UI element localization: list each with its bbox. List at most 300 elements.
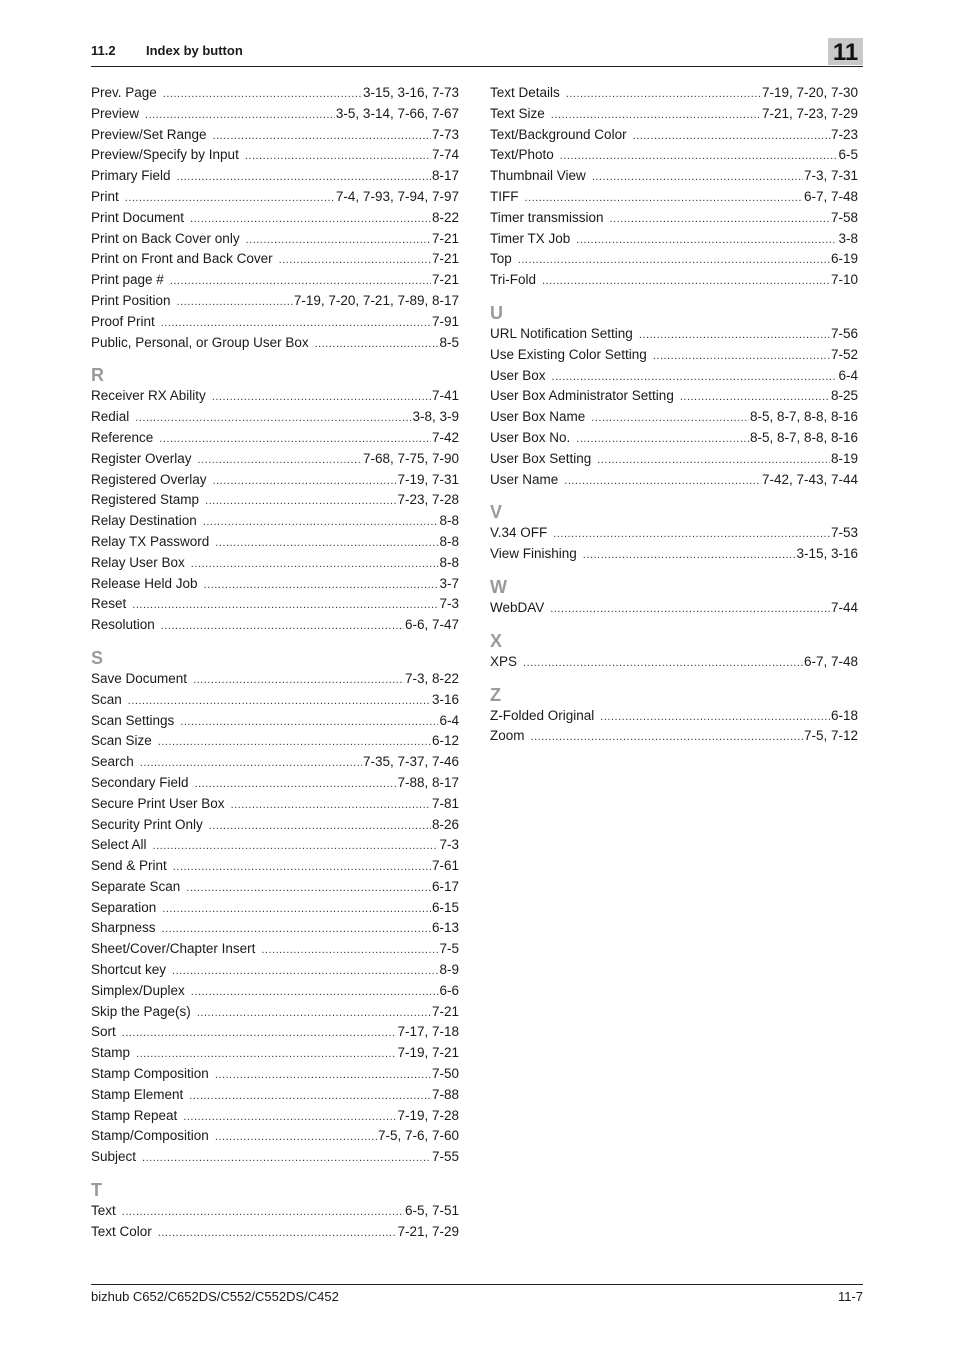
- index-page-refs: 7-42: [431, 429, 459, 445]
- index-entry: [91, 596, 459, 617]
- index-entry: [91, 796, 459, 817]
- index-entry: [91, 106, 459, 127]
- dot-leader: [209, 820, 431, 832]
- dot-leader: [189, 1090, 431, 1102]
- dot-leader: [215, 537, 438, 549]
- index-letter-heading: X: [490, 630, 503, 651]
- dot-leader: [161, 620, 404, 632]
- index-page-refs: 7-68, 7-75, 7-90: [362, 450, 459, 466]
- index-term: Registered Overlay: [91, 471, 207, 487]
- index-entry: [91, 85, 459, 106]
- index-page-refs: 7-5: [439, 941, 459, 957]
- index-entry: [490, 347, 858, 368]
- index-entry: [91, 534, 459, 555]
- index-page-refs: 7-23: [830, 126, 858, 142]
- index-term: Scan: [91, 691, 122, 707]
- index-page-refs: 7-81: [431, 795, 459, 811]
- page-header: [91, 38, 863, 67]
- index-term: Zoom: [490, 728, 525, 744]
- index-entry: [91, 671, 459, 692]
- index-term: Public, Personal, or Group User Box: [91, 334, 309, 350]
- index-term: Reset: [91, 596, 127, 612]
- index-page-refs: 6-13: [431, 920, 459, 936]
- index-page-refs: 7-19, 7-20, 7-21, 7-89, 8-17: [293, 292, 459, 308]
- index-page-refs: 7-58: [830, 209, 858, 225]
- index-entry: [91, 513, 459, 534]
- index-entry: [91, 754, 459, 775]
- index-term: Register Overlay: [91, 450, 192, 466]
- index-page-refs: 7-88, 8-17: [397, 774, 459, 790]
- index-letter-heading: Z: [490, 684, 501, 705]
- index-term: Text Size: [490, 105, 545, 121]
- index-entry: [490, 106, 858, 127]
- dot-leader: [142, 1152, 431, 1164]
- page-footer: [91, 1284, 863, 1307]
- index-letter-heading: T: [91, 1180, 102, 1201]
- index-term: User Box: [490, 367, 546, 383]
- dot-leader: [145, 109, 335, 121]
- index-page-refs: 7-21, 7-29: [397, 1223, 459, 1239]
- dot-leader: [279, 254, 431, 266]
- index-entry: [91, 1004, 459, 1025]
- dot-leader: [161, 317, 431, 329]
- index-entry: [91, 775, 459, 796]
- index-entry: [91, 430, 459, 451]
- index-entry: [490, 147, 858, 168]
- dot-leader: [215, 1069, 431, 1081]
- index-page-refs: 7-21: [431, 230, 459, 246]
- dot-leader: [158, 736, 431, 748]
- dot-leader: [531, 731, 803, 743]
- dot-leader: [136, 1048, 396, 1060]
- dot-leader: [523, 657, 803, 669]
- index-term: Stamp Element: [91, 1086, 184, 1102]
- dot-leader: [653, 350, 830, 362]
- index-entry: [91, 1128, 459, 1149]
- index-entry: [91, 231, 459, 252]
- dot-leader: [180, 716, 438, 728]
- index-term: Print Position: [91, 292, 171, 308]
- index-entry: [490, 168, 858, 189]
- index-entry: [490, 127, 858, 148]
- index-entry: [91, 272, 459, 293]
- index-entry: [91, 1203, 459, 1224]
- index-page-refs: 3-15, 3-16: [796, 546, 858, 562]
- index-page-refs: 8-25: [830, 388, 858, 404]
- index-entry: [490, 728, 858, 749]
- index-entry: [490, 368, 858, 389]
- dot-leader: [135, 412, 411, 424]
- index-term: User Name: [490, 471, 559, 487]
- index-entry: [91, 733, 459, 754]
- index-term: Use Existing Color Setting: [490, 346, 647, 362]
- dot-leader: [140, 757, 362, 769]
- index-page-refs: 7-3: [439, 837, 459, 853]
- dot-leader: [125, 192, 335, 204]
- index-page-refs: 3-7: [439, 575, 459, 591]
- index-page-refs: 7-19, 7-28: [397, 1107, 459, 1123]
- index-page-refs: 7-50: [431, 1066, 459, 1082]
- dot-leader: [193, 674, 404, 686]
- index-page-refs: 7-19, 7-21: [397, 1045, 459, 1061]
- index-entry: [91, 168, 459, 189]
- index-term: Top: [490, 251, 512, 267]
- chapter-badge: 11: [828, 38, 863, 65]
- index-entry: [91, 189, 459, 210]
- index-term: Reference: [91, 429, 154, 445]
- index-term: Registered Stamp: [91, 492, 200, 508]
- dot-leader: [162, 923, 431, 935]
- index-entry: [490, 708, 858, 729]
- index-entry: [490, 210, 858, 231]
- index-entry: [490, 451, 858, 472]
- dot-leader: [198, 454, 362, 466]
- index-entry: [91, 941, 459, 962]
- page-number: 11-7: [837, 1289, 863, 1304]
- index-page-refs: 7-42, 7-43, 7-44: [761, 471, 858, 487]
- index-term: Simplex/Duplex: [91, 982, 185, 998]
- index-page-refs: 6-5: [838, 147, 858, 163]
- dot-leader: [576, 433, 749, 445]
- index-page-refs: 7-53: [830, 525, 858, 541]
- index-entry: [91, 817, 459, 838]
- index-term: Print Document: [91, 209, 185, 225]
- dot-leader: [172, 965, 438, 977]
- index-page-refs: 7-3, 8-22: [404, 670, 459, 686]
- index-term: Stamp Composition: [91, 1066, 209, 1082]
- dot-leader: [128, 695, 431, 707]
- index-entry: [490, 85, 858, 106]
- dot-leader: [162, 903, 431, 915]
- index-term: Relay TX Password: [91, 533, 210, 549]
- dot-leader: [315, 338, 439, 350]
- index-page-refs: 7-61: [431, 858, 459, 874]
- index-term: Preview/Set Range: [91, 126, 207, 142]
- index-entry: [91, 147, 459, 168]
- index-page-refs: 7-17, 7-18: [397, 1024, 459, 1040]
- index-page-refs: 7-56: [830, 325, 858, 341]
- index-page-refs: 7-91: [431, 313, 459, 329]
- index-term: Text/Background Color: [490, 126, 627, 142]
- index-page-refs: 8-8: [439, 513, 459, 529]
- index-term: Print on Front and Back Cover: [91, 251, 273, 267]
- index-term: Text Color: [91, 1223, 152, 1239]
- index-letter-heading: W: [490, 576, 507, 597]
- dot-leader: [212, 391, 431, 403]
- index-page-refs: 8-5: [439, 334, 459, 350]
- index-page-refs: 6-7, 7-48: [803, 653, 858, 669]
- index-page-refs: 3-5, 3-14, 7-66, 7-67: [335, 105, 459, 121]
- index-entry: [490, 546, 858, 567]
- dot-leader: [576, 234, 837, 246]
- index-page-refs: 6-17: [431, 878, 459, 894]
- dot-leader: [610, 213, 830, 225]
- index-term: XPS: [490, 653, 518, 669]
- index-column-right: [490, 85, 858, 749]
- index-page-refs: 8-9: [439, 962, 459, 978]
- index-entry: [490, 430, 858, 451]
- dot-leader: [177, 296, 293, 308]
- dot-leader: [550, 603, 830, 615]
- index-page-refs: 7-21, 7-23, 7-29: [761, 105, 858, 121]
- dot-leader: [163, 88, 362, 100]
- index-page-refs: 7-3, 7-31: [803, 168, 858, 184]
- dot-leader: [245, 150, 431, 162]
- index-term: Save Document: [91, 670, 188, 686]
- index-page-refs: 8-8: [439, 533, 459, 549]
- index-page-refs: 7-21: [431, 251, 459, 267]
- dot-leader: [173, 861, 431, 873]
- dot-leader: [639, 329, 830, 341]
- index-page-refs: 7-55: [431, 1149, 459, 1165]
- index-page-refs: 7-21: [431, 272, 459, 288]
- index-entry: [91, 127, 459, 148]
- index-term: Secondary Field: [91, 774, 189, 790]
- section-title: Index by button: [146, 43, 243, 58]
- index-entry: [490, 525, 858, 546]
- index-term: Secure Print User Box: [91, 795, 225, 811]
- index-entry: [91, 692, 459, 713]
- dot-leader: [190, 213, 431, 225]
- dot-leader: [159, 433, 431, 445]
- index-entry: [91, 983, 459, 1004]
- index-page-refs: 7-23, 7-28: [397, 492, 459, 508]
- index-entry: [91, 335, 459, 356]
- dot-leader: [633, 130, 830, 142]
- index-page-refs: 6-18: [830, 707, 858, 723]
- index-page-refs: 8-26: [431, 816, 459, 832]
- dot-leader: [195, 778, 397, 790]
- index-term: Shortcut key: [91, 962, 167, 978]
- index-page-refs: 6-4: [838, 367, 858, 383]
- index-page-refs: 6-19: [830, 251, 858, 267]
- index-page-refs: 6-4: [439, 712, 459, 728]
- index-term: Primary Field: [91, 168, 171, 184]
- index-term: User Box Name: [490, 409, 586, 425]
- index-term: Relay Destination: [91, 513, 197, 529]
- index-page-refs: 3-15, 3-16, 7-73: [362, 85, 459, 100]
- index-page-refs: 7-21: [431, 1003, 459, 1019]
- dot-leader: [122, 1206, 404, 1218]
- dot-leader: [261, 944, 438, 956]
- dot-leader: [246, 234, 431, 246]
- index-column-left: [91, 85, 459, 1245]
- index-term: Send & Print: [91, 858, 167, 874]
- index-entry: [91, 314, 459, 335]
- index-entry: [91, 210, 459, 231]
- dot-leader: [566, 88, 761, 100]
- index-page-refs: 7-74: [431, 147, 459, 163]
- index-term: Resolution: [91, 617, 155, 633]
- index-term: User Box Administrator Setting: [490, 388, 674, 404]
- index-term: Sheet/Cover/Chapter Insert: [91, 941, 256, 957]
- index-term: Separate Scan: [91, 878, 181, 894]
- index-entry: [91, 1045, 459, 1066]
- dot-leader: [132, 599, 438, 611]
- index-page-refs: 7-4, 7-93, 7-94, 7-97: [335, 188, 459, 204]
- index-letter-heading: V: [490, 502, 503, 523]
- index-term: Scan Size: [91, 733, 152, 749]
- index-term: Print: [91, 188, 119, 204]
- index-entry: [490, 231, 858, 252]
- index-page-refs: 7-3: [439, 596, 459, 612]
- index-entry: [91, 962, 459, 983]
- dot-leader: [153, 840, 439, 852]
- index-term: Print on Back Cover only: [91, 230, 240, 246]
- index-term: Security Print Only: [91, 816, 203, 832]
- index-page-refs: 8-17: [431, 168, 459, 184]
- index-term: Tri-Fold: [490, 272, 536, 288]
- dot-leader: [583, 549, 796, 561]
- index-page-refs: 3-8, 3-9: [412, 409, 459, 425]
- index-entry: [91, 879, 459, 900]
- dot-leader: [213, 475, 397, 487]
- index-term: Stamp/Composition: [91, 1128, 209, 1144]
- index-term: Proof Print: [91, 313, 155, 329]
- index-page-refs: 6-5, 7-51: [404, 1203, 459, 1219]
- index-term: Sort: [91, 1024, 116, 1040]
- index-entry: [490, 388, 858, 409]
- index-page-refs: 8-8: [439, 554, 459, 570]
- index-entry: [91, 858, 459, 879]
- index-entry: [490, 326, 858, 347]
- index-page-refs: 3-16: [431, 691, 459, 707]
- index-page-refs: 3-8: [838, 230, 858, 246]
- index-entry: [490, 600, 858, 621]
- dot-leader: [177, 171, 431, 183]
- index-entry: [91, 251, 459, 272]
- index-entry: [91, 472, 459, 493]
- section-number: 11.2: [91, 43, 116, 58]
- index-term: Relay User Box: [91, 554, 185, 570]
- index-entry: [490, 189, 858, 210]
- index-entry: [91, 1224, 459, 1245]
- index-entry: [91, 1066, 459, 1087]
- index-entry: [490, 654, 858, 675]
- index-page-refs: 7-44: [830, 599, 858, 615]
- dot-leader: [197, 1007, 431, 1019]
- index-term: Release Held Job: [91, 575, 198, 591]
- index-page-refs: 7-73: [431, 126, 459, 142]
- dot-leader: [564, 475, 761, 487]
- index-term: Text Details: [490, 85, 560, 100]
- index-term: Stamp Repeat: [91, 1107, 178, 1123]
- index-term: Preview/Specify by Input: [91, 147, 239, 163]
- index-entry: [490, 409, 858, 430]
- index-term: Prev. Page: [91, 85, 157, 100]
- index-entry: [91, 293, 459, 314]
- index-letter-heading: R: [91, 365, 104, 386]
- index-term: Sharpness: [91, 920, 156, 936]
- dot-leader: [205, 495, 396, 507]
- index-term: Scan Settings: [91, 712, 175, 728]
- index-entry: [91, 492, 459, 513]
- index-page-refs: 7-10: [830, 272, 858, 288]
- index-page-refs: 7-35, 7-37, 7-46: [362, 754, 459, 770]
- dot-leader: [592, 171, 803, 183]
- index-term: Receiver RX Ability: [91, 388, 206, 404]
- index-entry: [91, 555, 459, 576]
- index-entry: [91, 713, 459, 734]
- dot-leader: [552, 371, 838, 383]
- index-page-refs: 7-19, 7-20, 7-30: [761, 85, 858, 100]
- index-entry: [91, 576, 459, 597]
- index-term: Print page #: [91, 272, 164, 288]
- dot-leader: [525, 192, 803, 204]
- dot-leader: [542, 275, 830, 287]
- index-page-refs: 7-41: [431, 388, 459, 404]
- dot-leader: [186, 882, 431, 894]
- dot-leader: [204, 579, 439, 591]
- index-term: Timer TX Job: [490, 230, 571, 246]
- index-entry: [91, 1087, 459, 1108]
- index-page-refs: 7-52: [830, 346, 858, 362]
- dot-leader: [191, 558, 439, 570]
- index-page-refs: 8-19: [830, 450, 858, 466]
- dot-leader: [600, 711, 830, 723]
- index-term: URL Notification Setting: [490, 325, 633, 341]
- dot-leader: [213, 130, 431, 142]
- index-entry: [490, 472, 858, 493]
- index-page-refs: 7-5, 7-12: [803, 728, 858, 744]
- index-page-refs: 7-19, 7-31: [397, 471, 459, 487]
- index-entry: [91, 451, 459, 472]
- index-term: View Finishing: [490, 546, 577, 562]
- index-term: Redial: [91, 409, 130, 425]
- product-model: bizhub C652/C652DS/C552/C552DS/C452: [91, 1289, 339, 1304]
- dot-leader: [170, 275, 431, 287]
- dot-leader: [591, 412, 749, 424]
- index-page-refs: 7-88: [431, 1086, 459, 1102]
- index-entry: [91, 837, 459, 858]
- index-term: WebDAV: [490, 599, 545, 615]
- index-entry: [91, 388, 459, 409]
- index-entry: [91, 617, 459, 638]
- index-term: V.34 OFF: [490, 525, 548, 541]
- index-term: Thumbnail View: [490, 168, 586, 184]
- index-page-refs: 7-5, 7-6, 7-60: [377, 1128, 459, 1144]
- dot-leader: [183, 1111, 396, 1123]
- dot-leader: [122, 1027, 397, 1039]
- index-entry: [91, 409, 459, 430]
- index-entry: [91, 1024, 459, 1045]
- index-page-refs: 8-5, 8-7, 8-8, 8-16: [749, 429, 858, 445]
- index-page-refs: 6-7, 7-48: [803, 188, 858, 204]
- index-term: Timer transmission: [490, 209, 604, 225]
- index-term: User Box Setting: [490, 450, 592, 466]
- dot-leader: [518, 254, 830, 266]
- index-page-refs: 6-6: [439, 982, 459, 998]
- index-term: Preview: [91, 105, 140, 121]
- index-term: Text: [91, 1203, 116, 1219]
- dot-leader: [215, 1131, 377, 1143]
- index-term: TIFF: [490, 188, 519, 204]
- index-term: Skip the Page(s): [91, 1003, 191, 1019]
- dot-leader: [231, 799, 431, 811]
- index-entry: [91, 900, 459, 921]
- index-page-refs: 8-22: [431, 209, 459, 225]
- dot-leader: [560, 150, 838, 162]
- dot-leader: [551, 109, 761, 121]
- index-page-refs: 8-5, 8-7, 8-8, 8-16: [749, 409, 858, 425]
- dot-leader: [597, 454, 830, 466]
- dot-leader: [553, 528, 830, 540]
- index-term: Search: [91, 754, 134, 770]
- index-page-refs: 6-15: [431, 899, 459, 915]
- index-term: Stamp: [91, 1045, 131, 1061]
- index-term: Subject: [91, 1149, 137, 1165]
- index-entry: [490, 272, 858, 293]
